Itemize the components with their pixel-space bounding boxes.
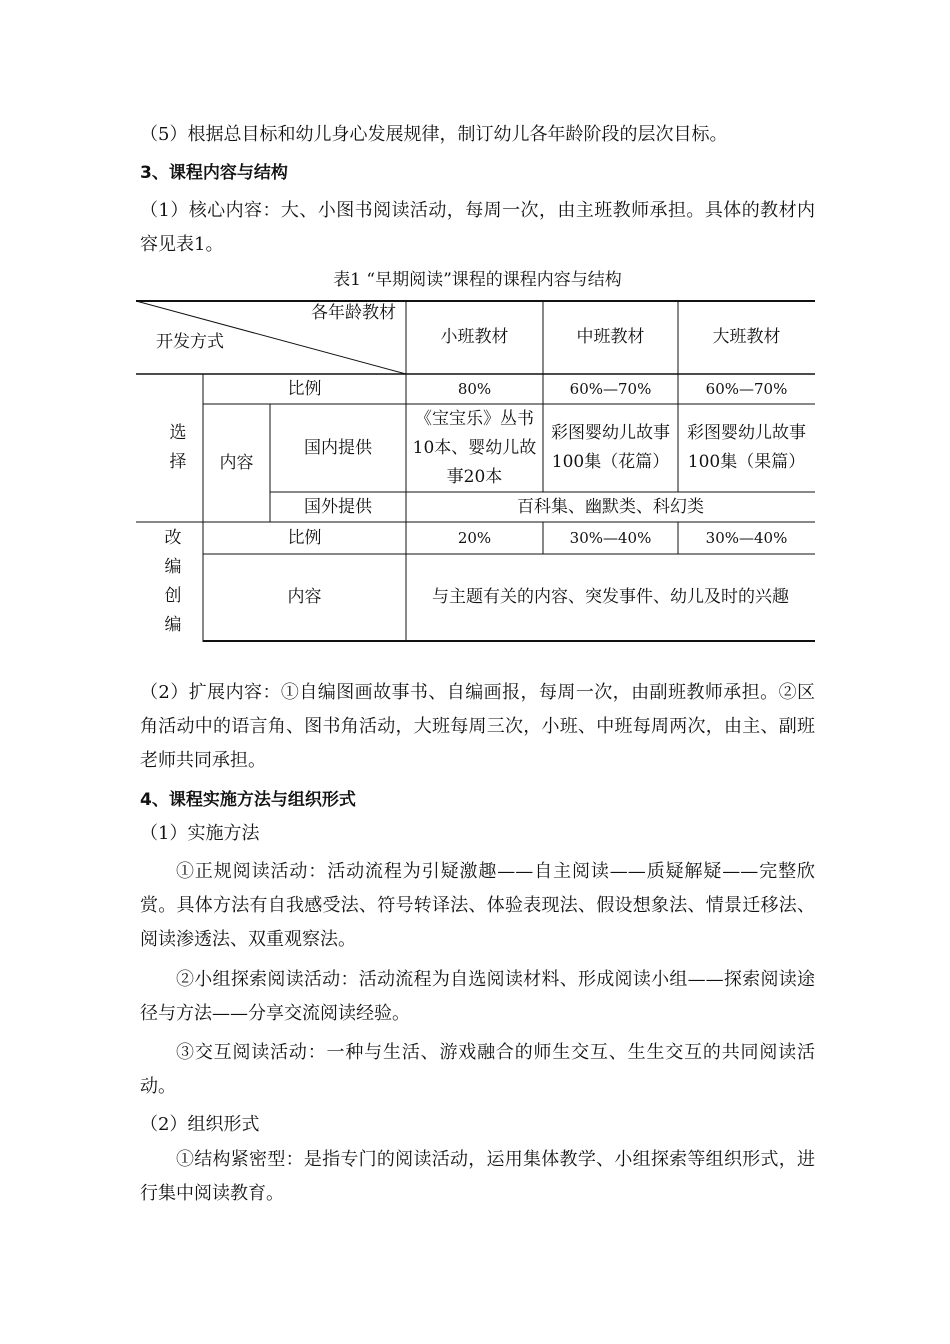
table-caption: 表1 “早期阅读”课程的课程内容与结构 [333,270,622,290]
header-development-method: 开发方式 [156,331,224,352]
row-label-select: 选择 [169,423,187,472]
paragraph-extended-content: （2）扩展内容：①自编图画故事书、自编画报，每周一次，由副班教师承担。②区角活动中的语言角、图书角活动，大班每周三次，小班、中班每周两次，由主、副班老师共同承担。 [140,682,815,771]
paragraph-organization-title: （2）组织形式 [140,1114,260,1135]
adapt-ratio-small: 20% [457,528,492,547]
paragraph-structured-type: ①结构紧密型：是指专门的阅读活动，运用集体教学、小组探索等组织形式，进行集中阅读教育。 [140,1149,815,1204]
domestic-label: 国内提供 [304,437,372,458]
paragraph-core-content: （1）核心内容：大、小图书阅读活动，每周一次，由主班教师承担。具体的教材内容见表1。 [140,200,815,255]
adapt-content-label: 内容 [287,587,322,607]
course-content-table [136,300,815,642]
section-heading-4: 4、课程实施方法与组织形式 [140,790,356,810]
paragraph-methods-title: （1）实施方法 [140,823,260,844]
adapt-content: 与主题有关的内容、突发事件、幼儿及时的兴趣 [432,587,789,607]
paragraph-group-reading: ②小组探索阅读活动：活动流程为自选阅读材料、形成阅读小组——探索阅读途径与方法——分享交流阅读经验。 [140,969,815,1024]
select-ratio-small: 80% [457,379,492,398]
adapt-ratio-big: 30%—40% [705,528,788,547]
row-label-adapt: 改编创编 [164,528,182,635]
adapt-ratio-label: 比例 [287,527,322,548]
header-middle-class: 中班教材 [576,326,645,347]
select-ratio-middle: 60%—70% [569,379,652,398]
foreign-label: 国外提供 [304,496,372,517]
domestic-middle: 彩图婴幼儿故事100集（花篇） [551,423,670,472]
paragraph-age-goals: （5）根据总目标和幼儿身心发展规律，制订幼儿各年龄阶段的层次目标。 [140,124,728,145]
select-ratio-big: 60%—70% [705,379,788,398]
header-big-class: 大班教材 [712,326,781,347]
select-ratio-label: 比例 [287,378,322,399]
paragraph-interactive-reading: ③交互阅读活动：一种与生活、游戏融合的师生交互、生生交互的共同阅读活动。 [140,1042,815,1097]
foreign-content: 百科集、幽默类、科幻类 [517,496,704,517]
select-content-label: 内容 [219,452,254,473]
header-age-materials: 各年龄教材 [311,302,396,323]
domestic-big: 彩图婴幼儿故事100集（果篇） [687,423,806,472]
adapt-ratio-middle: 30%—40% [569,528,652,547]
domestic-small: 《宝宝乐》丛书10本、婴幼儿故事20本 [412,408,537,487]
paragraph-formal-reading: ①正规阅读活动：活动流程为引疑激趣——自主阅读——质疑解疑——完整欣赏。具体方法有自我感受法、符号转译法、体验表现法、假设想象法、情景迁移法、阅读渗透法、双重观察法。 [140,861,815,950]
section-heading-3: 3、课程内容与结构 [140,163,288,183]
header-small-class: 小班教材 [440,326,509,347]
